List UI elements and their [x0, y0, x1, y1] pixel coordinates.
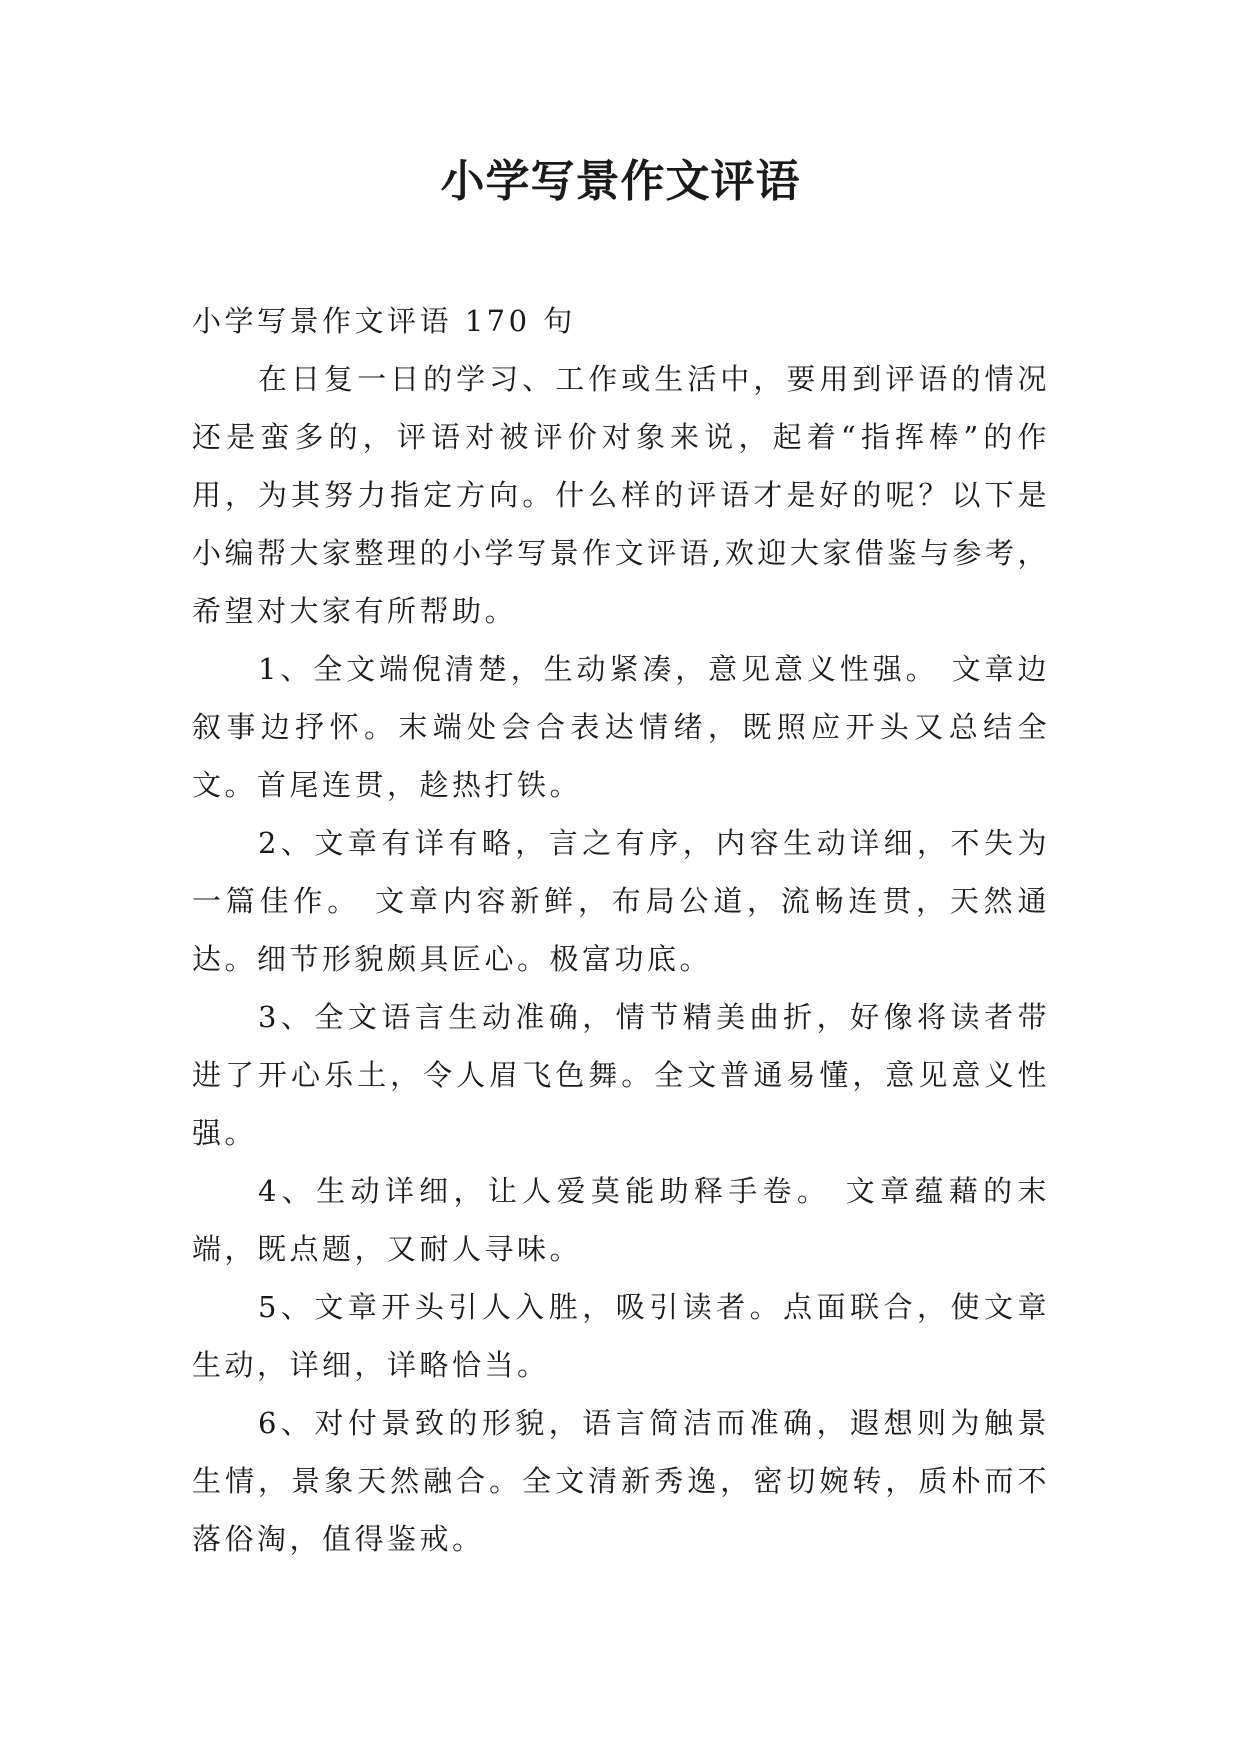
- document-subtitle: 小学写景作文评语 170 句: [192, 304, 576, 338]
- paragraph-item-3: 3、全文语言生动准确，情节精美曲折，好像将读者带进了开心乐土，令人眉飞色舞。全文普通易懂，意见意义性强。: [192, 1000, 1050, 1150]
- paragraph-item-6: 6、对付景致的形貌，语言简洁而准确，遐想则为触景生情，景象天然融合。全文清新秀逸，密切婉转，质朴而不落俗淘，值得鉴戒。: [192, 1406, 1050, 1556]
- document-title: 小学写景作文评语: [440, 156, 801, 207]
- paragraph-item-5: 5、文章开头引人入胜，吸引读者。点面联合，使文章生动，详细，详略恰当。: [192, 1290, 1050, 1382]
- paragraph-item-4: 4、生动详细，让人爱莫能助释手卷。 文章蕴藉的末端，既点题，又耐人寻味。: [192, 1174, 1050, 1266]
- paragraph-intro: 在日复一日的学习、工作或生活中，要用到评语的情况还是蛮多的，评语对被评价对象来说，起着“指挥棒”的作用，为其努力指定方向。什么样的评语才是好的呢？以下是小编帮大家整理的小学写景作文评语,欢迎大家借鉴与参考，希望对大家有所帮助。: [192, 362, 1050, 628]
- paragraph-item-2: 2、文章有详有略，言之有序，内容生动详细，不失为一篇佳作。 文章内容新鲜，布局公道，流畅连贯，天然通达。细节形貌颇具匠心。极富功底。: [192, 826, 1050, 976]
- paragraph-item-1: 1、全文端倪清楚，生动紧凑，意见意义性强。 文章边叙事边抒怀。末端处会合表达情绪，既照应开头又总结全文。首尾连贯，趁热打铁。: [192, 652, 1050, 802]
- document-body: [192, 292, 1050, 1568]
